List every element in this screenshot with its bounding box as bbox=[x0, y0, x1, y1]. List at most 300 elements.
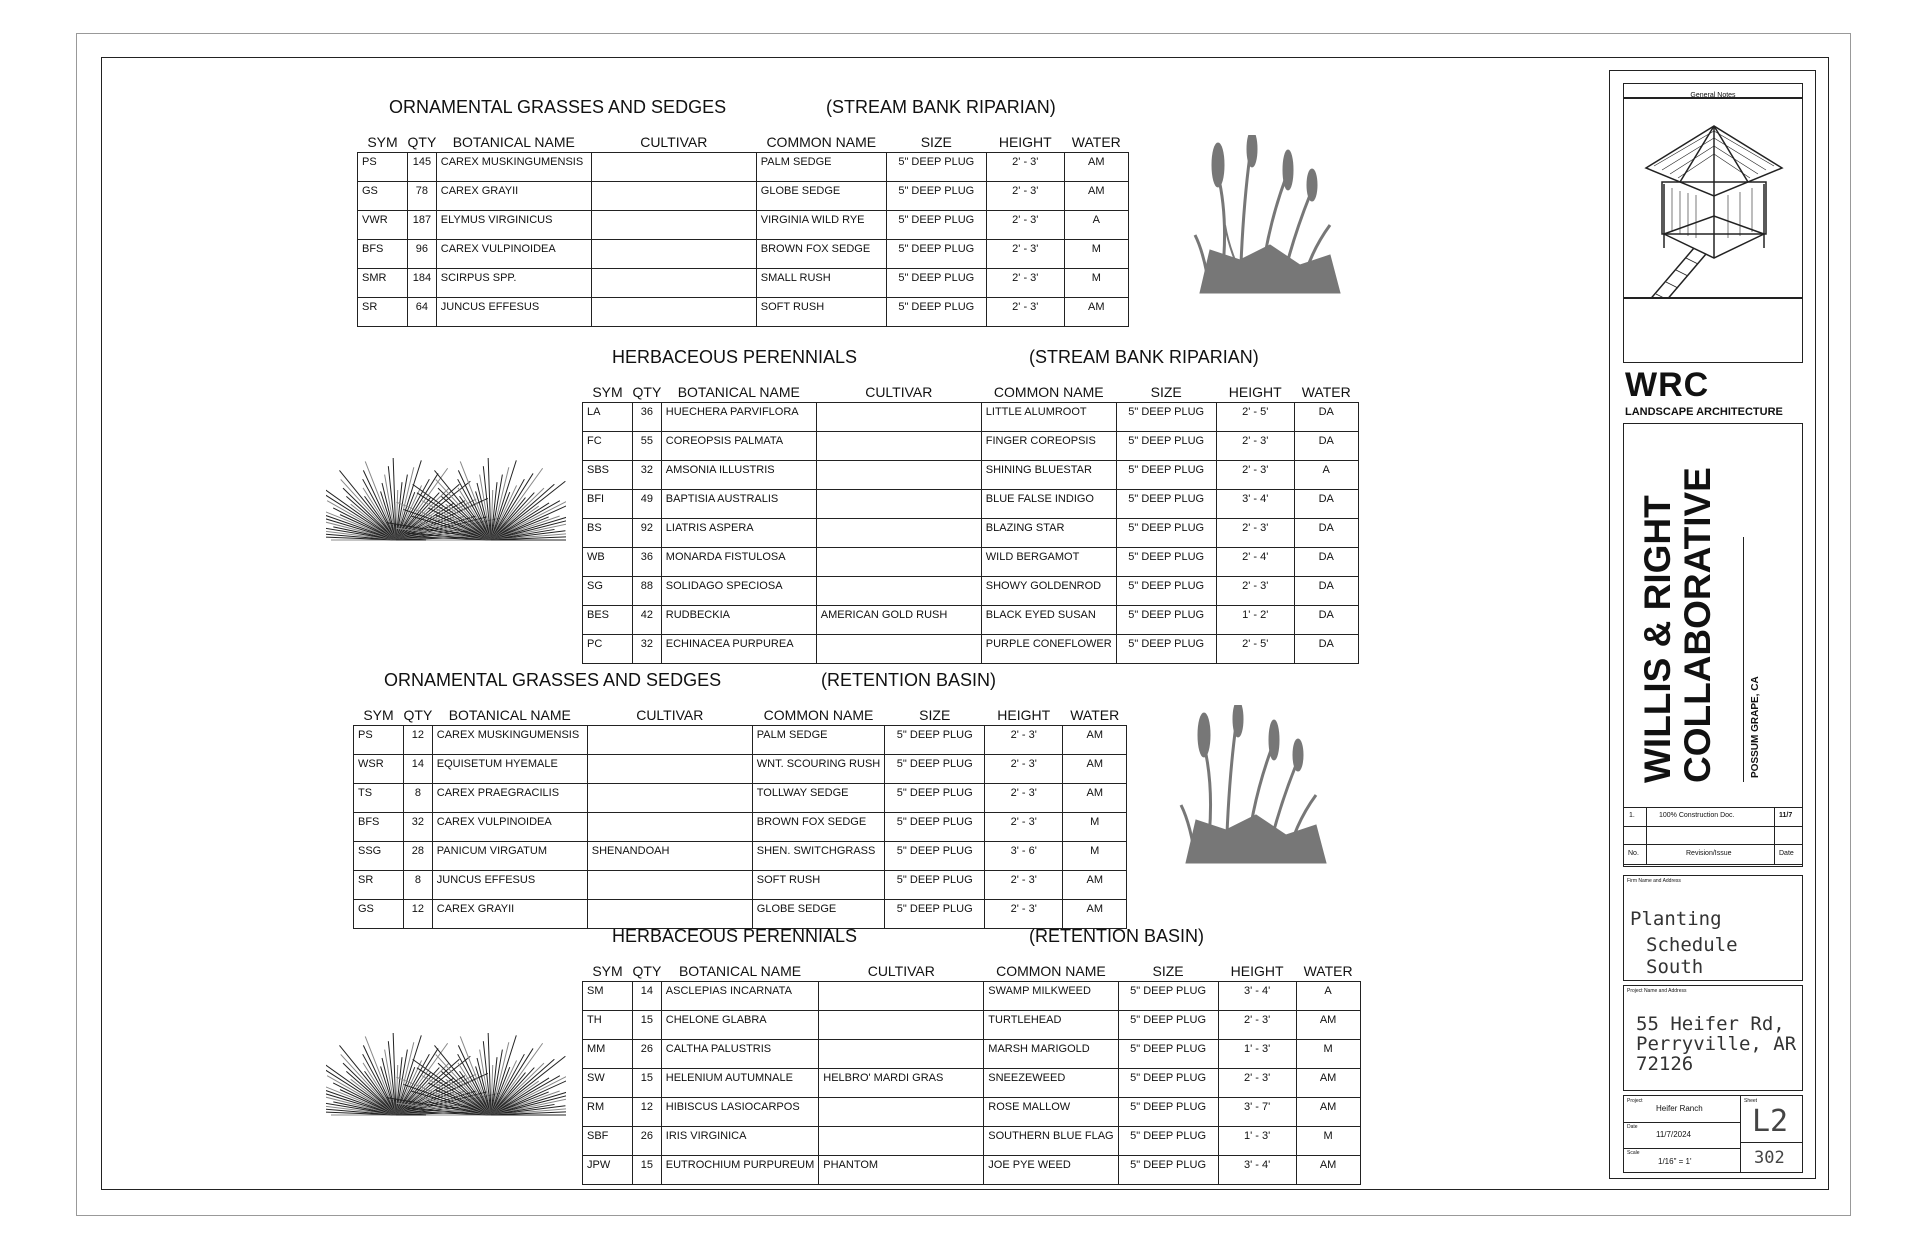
cell-cultivar bbox=[591, 269, 756, 298]
cell-sym: SM bbox=[583, 982, 633, 1011]
cell-water: AM bbox=[1063, 755, 1127, 784]
cell-botanical: CAREX VULPINOIDEA bbox=[436, 240, 591, 269]
cell-botanical: CHELONE GLABRA bbox=[661, 1011, 819, 1040]
cell-size: 5" DEEP PLUG bbox=[1118, 1040, 1218, 1069]
cell-common: GLOBE SEDGE bbox=[752, 900, 884, 929]
cell-common: BROWN FOX SEDGE bbox=[752, 813, 884, 842]
cell-botanical: EQUISETUM HYEMALE bbox=[432, 755, 587, 784]
cell-height: 2' - 3' bbox=[1216, 519, 1294, 548]
cell-qty: 92 bbox=[633, 519, 662, 548]
cell-qty: 32 bbox=[633, 461, 662, 490]
table-header-row bbox=[358, 134, 1129, 153]
sheet-info-box bbox=[1623, 1095, 1803, 1173]
cell-sym: BFS bbox=[354, 813, 404, 842]
table-row bbox=[583, 1156, 1361, 1185]
cell-botanical: CAREX GRAYII bbox=[436, 182, 591, 211]
cell-botanical: ELYMUS VIRGINICUS bbox=[436, 211, 591, 240]
cell-size: 5" DEEP PLUG bbox=[886, 211, 986, 240]
cell-cultivar bbox=[819, 1098, 984, 1127]
cell-cultivar bbox=[816, 490, 981, 519]
column-header-sym: SYM bbox=[363, 707, 394, 723]
table-row bbox=[583, 606, 1359, 635]
column-header-water: WATER bbox=[1303, 963, 1353, 979]
schedule-table-1 bbox=[357, 134, 1129, 327]
table-row bbox=[583, 1127, 1361, 1156]
cell-common: SMALL RUSH bbox=[756, 269, 886, 298]
cell-size: 5" DEEP PLUG bbox=[1118, 1011, 1218, 1040]
cell-qty: 8 bbox=[404, 871, 433, 900]
cell-sym: SG bbox=[583, 577, 633, 606]
cell-cultivar bbox=[591, 298, 756, 327]
cell-sym: PC bbox=[583, 635, 633, 664]
firm-name-label: Firm Name and Address bbox=[1627, 878, 1681, 884]
cell-height: 3' - 7' bbox=[1218, 1098, 1296, 1127]
table-header-row bbox=[583, 384, 1359, 403]
cell-height: 2' - 3' bbox=[986, 269, 1064, 298]
cell-height: 3' - 4' bbox=[1218, 982, 1296, 1011]
cell-common: MARSH MARIGOLD bbox=[984, 1040, 1118, 1069]
cell-botanical: IRIS VIRGINICA bbox=[661, 1127, 819, 1156]
cell-sym: RM bbox=[583, 1098, 633, 1127]
title-block bbox=[1609, 70, 1816, 1179]
cell-qty: 28 bbox=[404, 842, 433, 871]
table-row bbox=[354, 726, 1127, 755]
cell-cultivar bbox=[591, 211, 756, 240]
cell-cultivar: AMERICAN GOLD RUSH bbox=[816, 606, 981, 635]
project-address-box bbox=[1623, 985, 1803, 1091]
cell-water: M bbox=[1063, 842, 1127, 871]
table-row bbox=[583, 1098, 1361, 1127]
cell-water: DA bbox=[1294, 403, 1358, 432]
cell-common: JOE PYE WEED bbox=[984, 1156, 1118, 1185]
cell-cultivar bbox=[587, 726, 752, 755]
cell-size: 5" DEEP PLUG bbox=[885, 755, 985, 784]
cell-height: 2' - 3' bbox=[985, 813, 1063, 842]
cell-size: 5" DEEP PLUG bbox=[886, 182, 986, 211]
cell-qty: 15 bbox=[633, 1069, 662, 1098]
table-row bbox=[354, 900, 1127, 929]
cell-sym: PS bbox=[358, 153, 408, 182]
cell-sym: BFS bbox=[358, 240, 408, 269]
cell-botanical: SCIRPUS SPP. bbox=[436, 269, 591, 298]
cell-qty: 15 bbox=[633, 1011, 662, 1040]
cell-qty: 32 bbox=[633, 635, 662, 664]
cell-water: A bbox=[1296, 982, 1360, 1011]
cell-sym: SMR bbox=[358, 269, 408, 298]
table-row bbox=[583, 432, 1359, 461]
column-header-height: HEIGHT bbox=[997, 707, 1051, 723]
cell-cultivar bbox=[591, 182, 756, 211]
cell-cultivar bbox=[587, 900, 752, 929]
sheet-scale: 1/16" = 1' bbox=[1658, 1157, 1692, 1166]
cell-common: SWAMP MILKWEED bbox=[984, 982, 1118, 1011]
cell-cultivar bbox=[816, 461, 981, 490]
column-header-qty: QTY bbox=[403, 707, 433, 723]
cell-qty: 187 bbox=[408, 211, 437, 240]
cell-height: 2' - 4' bbox=[1216, 548, 1294, 577]
cell-water: AM bbox=[1063, 900, 1127, 929]
cell-water: AM bbox=[1296, 1156, 1360, 1185]
column-header-size: SIZE bbox=[1152, 963, 1184, 979]
rev-head-desc: Revision/Issue bbox=[1686, 850, 1732, 857]
cell-qty: 12 bbox=[404, 900, 433, 929]
cell-cultivar: HELBRO' MARDI GRAS bbox=[819, 1069, 984, 1098]
cell-qty: 88 bbox=[633, 577, 662, 606]
cell-qty: 42 bbox=[633, 606, 662, 635]
cell-cultivar bbox=[819, 1040, 984, 1069]
cell-common: SOFT RUSH bbox=[756, 298, 886, 327]
table-row bbox=[583, 1040, 1361, 1069]
cell-water: AM bbox=[1296, 1069, 1360, 1098]
table-row bbox=[583, 982, 1361, 1011]
cell-water: M bbox=[1064, 240, 1128, 269]
project-name: Heifer Ranch bbox=[1656, 1104, 1703, 1113]
cell-sym: VWR bbox=[358, 211, 408, 240]
cell-sym: SW bbox=[583, 1069, 633, 1098]
cell-qty: 26 bbox=[633, 1040, 662, 1069]
section-2-subtitle: (STREAM BANK RIPARIAN) bbox=[1029, 347, 1259, 367]
section-4-subtitle: (RETENTION BASIN) bbox=[1029, 926, 1205, 946]
date-label: Date bbox=[1627, 1124, 1638, 1130]
schedule-table-3 bbox=[353, 707, 1127, 929]
cell-water: DA bbox=[1294, 432, 1358, 461]
column-header-botanical: BOTANICAL NAME bbox=[448, 707, 571, 723]
cell-size: 5" DEEP PLUG bbox=[885, 813, 985, 842]
cell-water: AM bbox=[1063, 784, 1127, 813]
cell-size: 5" DEEP PLUG bbox=[1116, 577, 1216, 606]
cell-water: AM bbox=[1063, 871, 1127, 900]
cell-cultivar bbox=[587, 871, 752, 900]
cell-size: 5" DEEP PLUG bbox=[885, 784, 985, 813]
cell-botanical: HIBISCUS LASIOCARPOS bbox=[661, 1098, 819, 1127]
cell-common: SNEEZEWEED bbox=[984, 1069, 1118, 1098]
cell-water: DA bbox=[1294, 606, 1358, 635]
cell-water: DA bbox=[1294, 548, 1358, 577]
section-2-title: HERBACEOUS PERENNIALS bbox=[612, 347, 858, 367]
cell-common: SHEN. SWITCHGRASS bbox=[752, 842, 884, 871]
shrub-burst-icon-2 bbox=[326, 1030, 566, 1120]
schedule-table-2 bbox=[582, 384, 1359, 664]
gazebo-illustration-box bbox=[1623, 97, 1803, 299]
cell-botanical: BAPTISIA AUSTRALIS bbox=[661, 490, 816, 519]
cell-size: 5" DEEP PLUG bbox=[1116, 403, 1216, 432]
column-header-water: WATER bbox=[1070, 707, 1120, 723]
grass-plant-icon-2 bbox=[1176, 705, 1336, 865]
cell-size: 5" DEEP PLUG bbox=[885, 726, 985, 755]
firm-tagline: LANDSCAPE ARCHITECTURE bbox=[1625, 406, 1783, 418]
cell-size: 5" DEEP PLUG bbox=[1116, 519, 1216, 548]
cell-botanical: JUNCUS EFFESUS bbox=[432, 871, 587, 900]
table-row bbox=[358, 153, 1129, 182]
section-1-title: ORNAMENTAL GRASSES AND SEDGES bbox=[389, 97, 727, 117]
cell-qty: 36 bbox=[633, 403, 662, 432]
column-header-size: SIZE bbox=[1150, 384, 1182, 400]
section-4-title: HERBACEOUS PERENNIALS bbox=[612, 926, 858, 946]
cell-size: 5" DEEP PLUG bbox=[1118, 1156, 1218, 1185]
cell-common: BLUE FALSE INDIGO bbox=[981, 490, 1116, 519]
sheet-subnumber: 302 bbox=[1754, 1148, 1785, 1168]
cell-common: WNT. SCOURING RUSH bbox=[752, 755, 884, 784]
cell-sym: GS bbox=[354, 900, 404, 929]
cell-height: 1' - 3' bbox=[1218, 1040, 1296, 1069]
cell-sym: BFI bbox=[583, 490, 633, 519]
cell-qty: 14 bbox=[633, 982, 662, 1011]
table-row bbox=[358, 211, 1129, 240]
cell-common: PALM SEDGE bbox=[756, 153, 886, 182]
rev-head-no: No. bbox=[1628, 850, 1639, 857]
table-header-row bbox=[583, 963, 1361, 982]
cell-cultivar bbox=[587, 813, 752, 842]
cell-size: 5" DEEP PLUG bbox=[1116, 635, 1216, 664]
column-header-common: COMMON NAME bbox=[996, 963, 1106, 979]
cell-height: 2' - 3' bbox=[986, 153, 1064, 182]
cell-size: 5" DEEP PLUG bbox=[1118, 982, 1218, 1011]
cell-height: 3' - 4' bbox=[1218, 1156, 1296, 1185]
drawing-title-line2: Schedule South bbox=[1646, 934, 1738, 978]
table-row bbox=[583, 577, 1359, 606]
grass-plant-icon bbox=[1190, 135, 1350, 295]
cell-size: 5" DEEP PLUG bbox=[1118, 1069, 1218, 1098]
cell-water: DA bbox=[1294, 577, 1358, 606]
cell-cultivar bbox=[587, 784, 752, 813]
cell-height: 2' - 3' bbox=[985, 755, 1063, 784]
cell-sym: BS bbox=[583, 519, 633, 548]
cell-sym: SR bbox=[354, 871, 404, 900]
cell-sym: WB bbox=[583, 548, 633, 577]
column-header-sym: SYM bbox=[592, 384, 623, 400]
drawing-title-line1: Planting bbox=[1630, 908, 1722, 930]
column-header-sym: SYM bbox=[367, 134, 398, 150]
project-label: Project Name and Address bbox=[1627, 988, 1687, 994]
address-line1: 55 Heifer Rd, bbox=[1636, 1013, 1785, 1035]
cell-common: TURTLEHEAD bbox=[984, 1011, 1118, 1040]
cell-cultivar bbox=[816, 403, 981, 432]
cell-height: 2' - 3' bbox=[1218, 1069, 1296, 1098]
cell-botanical: PANICUM VIRGATUM bbox=[432, 842, 587, 871]
cell-botanical: CAREX GRAYII bbox=[432, 900, 587, 929]
cell-qty: 36 bbox=[633, 548, 662, 577]
cell-qty: 145 bbox=[408, 153, 437, 182]
cell-cultivar: SHENANDOAH bbox=[587, 842, 752, 871]
cell-qty: 12 bbox=[404, 726, 433, 755]
address-line2: Perryville, AR bbox=[1636, 1033, 1797, 1055]
cell-water: A bbox=[1294, 461, 1358, 490]
table-row bbox=[358, 298, 1129, 327]
cell-size: 5" DEEP PLUG bbox=[886, 269, 986, 298]
cell-height: 2' - 3' bbox=[985, 784, 1063, 813]
gazebo-icon bbox=[1624, 98, 1802, 298]
cell-height: 3' - 6' bbox=[985, 842, 1063, 871]
general-notes-label: General Notes bbox=[1690, 92, 1736, 99]
cell-size: 5" DEEP PLUG bbox=[886, 153, 986, 182]
cell-size: 5" DEEP PLUG bbox=[886, 240, 986, 269]
cell-botanical: HUECHERA PARVIFLORA bbox=[661, 403, 816, 432]
cell-water: AM bbox=[1064, 153, 1128, 182]
cell-water: DA bbox=[1294, 635, 1358, 664]
cell-cultivar: PHANTOM bbox=[819, 1156, 984, 1185]
rev-desc: 100% Construction Doc. bbox=[1659, 812, 1735, 819]
column-header-height: HEIGHT bbox=[998, 134, 1052, 150]
proj-label: Project bbox=[1627, 1098, 1643, 1104]
cell-height: 2' - 3' bbox=[985, 900, 1063, 929]
cell-common: PALM SEDGE bbox=[752, 726, 884, 755]
table-row bbox=[358, 182, 1129, 211]
sheet-date: 11/7/2024 bbox=[1656, 1130, 1691, 1139]
cell-botanical: MONARDA FISTULOSA bbox=[661, 548, 816, 577]
cell-sym: SBS bbox=[583, 461, 633, 490]
section-3-title: ORNAMENTAL GRASSES AND SEDGES bbox=[384, 670, 722, 690]
table-row bbox=[583, 490, 1359, 519]
cell-common: VIRGINIA WILD RYE bbox=[756, 211, 886, 240]
column-header-common: COMMON NAME bbox=[993, 384, 1104, 400]
table-row bbox=[358, 269, 1129, 298]
table-row bbox=[354, 755, 1127, 784]
column-header-botanical: BOTANICAL NAME bbox=[678, 963, 802, 979]
cell-botanical: AMSONIA ILLUSTRIS bbox=[661, 461, 816, 490]
cell-water: AM bbox=[1064, 182, 1128, 211]
cell-size: 5" DEEP PLUG bbox=[885, 871, 985, 900]
cell-cultivar bbox=[819, 1127, 984, 1156]
cell-height: 2' - 3' bbox=[1216, 461, 1294, 490]
firm-name-line1: WILLIS & RIGHT bbox=[1637, 495, 1678, 783]
column-header-height: HEIGHT bbox=[1228, 384, 1282, 400]
cell-qty: 15 bbox=[633, 1156, 662, 1185]
table-row bbox=[354, 842, 1127, 871]
cell-botanical: EUTROCHIUM PURPUREUM bbox=[661, 1156, 819, 1185]
column-header-qty: QTY bbox=[407, 134, 437, 150]
cell-water: M bbox=[1296, 1040, 1360, 1069]
cell-cultivar bbox=[591, 240, 756, 269]
cell-cultivar bbox=[816, 548, 981, 577]
cell-size: 5" DEEP PLUG bbox=[1118, 1098, 1218, 1127]
cell-water: M bbox=[1296, 1127, 1360, 1156]
cell-qty: 14 bbox=[404, 755, 433, 784]
table-row bbox=[354, 784, 1127, 813]
table-row bbox=[354, 871, 1127, 900]
cell-botanical: CAREX VULPINOIDEA bbox=[432, 813, 587, 842]
sheet-label: Sheet bbox=[1744, 1098, 1758, 1104]
cell-size: 5" DEEP PLUG bbox=[1118, 1127, 1218, 1156]
table-row bbox=[358, 240, 1129, 269]
cell-size: 5" DEEP PLUG bbox=[1116, 432, 1216, 461]
cell-cultivar bbox=[819, 982, 984, 1011]
column-header-botanical: BOTANICAL NAME bbox=[677, 384, 800, 400]
cell-qty: 12 bbox=[633, 1098, 662, 1127]
cell-water: M bbox=[1063, 813, 1127, 842]
address-line3: 72126 bbox=[1636, 1053, 1694, 1075]
cell-common: PURPLE CONEFLOWER bbox=[981, 635, 1116, 664]
table-row bbox=[583, 519, 1359, 548]
firm-name-line2: COLLABORATIVE bbox=[1677, 467, 1718, 783]
column-header-qty: QTY bbox=[632, 384, 662, 400]
table-row bbox=[354, 813, 1127, 842]
rev-head-date: Date bbox=[1779, 850, 1794, 857]
cell-height: 1' - 3' bbox=[1218, 1127, 1296, 1156]
table-row bbox=[583, 1011, 1361, 1040]
column-header-cultivar: CULTIVAR bbox=[636, 707, 704, 723]
cell-sym: WSR bbox=[354, 755, 404, 784]
column-header-sym: SYM bbox=[592, 963, 623, 979]
cell-sym: SSG bbox=[354, 842, 404, 871]
cell-common: FINGER COREOPSIS bbox=[981, 432, 1116, 461]
sheet-number: L2 bbox=[1752, 1104, 1789, 1139]
cell-botanical: ASCLEPIAS INCARNATA bbox=[661, 982, 819, 1011]
cell-size: 5" DEEP PLUG bbox=[886, 298, 986, 327]
cell-sym: MM bbox=[583, 1040, 633, 1069]
cell-sym: SR bbox=[358, 298, 408, 327]
cell-sym: LA bbox=[583, 403, 633, 432]
cell-water: AM bbox=[1296, 1011, 1360, 1040]
cell-height: 3' - 4' bbox=[1216, 490, 1294, 519]
column-header-cultivar: CULTIVAR bbox=[865, 384, 933, 400]
table-row bbox=[583, 548, 1359, 577]
schedule-table-4 bbox=[582, 963, 1361, 1185]
cell-water: AM bbox=[1063, 726, 1127, 755]
cell-qty: 55 bbox=[633, 432, 662, 461]
cell-size: 5" DEEP PLUG bbox=[1116, 548, 1216, 577]
cell-botanical: ECHINACEA PURPUREA bbox=[661, 635, 816, 664]
cell-qty: 78 bbox=[408, 182, 437, 211]
cell-size: 5" DEEP PLUG bbox=[1116, 461, 1216, 490]
section-1-subtitle: (STREAM BANK RIPARIAN) bbox=[826, 97, 1056, 117]
rev-no: 1. bbox=[1629, 812, 1635, 819]
cell-common: BROWN FOX SEDGE bbox=[756, 240, 886, 269]
cell-common: BLACK EYED SUSAN bbox=[981, 606, 1116, 635]
cell-water: AM bbox=[1064, 298, 1128, 327]
cell-sym: GS bbox=[358, 182, 408, 211]
cell-size: 5" DEEP PLUG bbox=[885, 842, 985, 871]
cell-common: SHINING BLUESTAR bbox=[981, 461, 1116, 490]
cell-qty: 64 bbox=[408, 298, 437, 327]
cell-common: ROSE MALLOW bbox=[984, 1098, 1118, 1127]
column-header-common: COMMON NAME bbox=[766, 134, 877, 150]
cell-common: TOLLWAY SEDGE bbox=[752, 784, 884, 813]
column-header-qty: QTY bbox=[632, 963, 662, 979]
cell-height: 2' - 3' bbox=[985, 871, 1063, 900]
cell-cultivar bbox=[816, 635, 981, 664]
cell-cultivar bbox=[816, 577, 981, 606]
cell-cultivar bbox=[816, 432, 981, 461]
column-header-water: WATER bbox=[1301, 384, 1351, 400]
cell-sym: PS bbox=[354, 726, 404, 755]
scale-label: Scale bbox=[1627, 1150, 1640, 1156]
firm-name-vertical bbox=[1638, 467, 1718, 783]
cell-water: DA bbox=[1294, 490, 1358, 519]
cell-botanical: LIATRIS ASPERA bbox=[661, 519, 816, 548]
cell-botanical: CAREX MUSKINGUMENSIS bbox=[432, 726, 587, 755]
cell-common: BLAZING STAR bbox=[981, 519, 1116, 548]
cell-size: 5" DEEP PLUG bbox=[1116, 606, 1216, 635]
column-header-common: COMMON NAME bbox=[763, 707, 874, 723]
cell-qty: 26 bbox=[633, 1127, 662, 1156]
cell-botanical: RUDBECKIA bbox=[661, 606, 816, 635]
column-header-size: SIZE bbox=[919, 707, 951, 723]
cell-size: 5" DEEP PLUG bbox=[885, 900, 985, 929]
cell-botanical: HELENIUM AUTUMNALE bbox=[661, 1069, 819, 1098]
cell-height: 1' - 2' bbox=[1216, 606, 1294, 635]
cell-qty: 96 bbox=[408, 240, 437, 269]
firm-location: POSSUM GRAPE, CA bbox=[1750, 676, 1761, 778]
rev-date: 11/7 bbox=[1779, 812, 1793, 819]
cell-botanical: CAREX MUSKINGUMENSIS bbox=[436, 153, 591, 182]
cell-height: 2' - 5' bbox=[1216, 403, 1294, 432]
cell-common: WILD BERGAMOT bbox=[981, 548, 1116, 577]
section-3-subtitle: (RETENTION BASIN) bbox=[821, 670, 997, 690]
table-row bbox=[583, 461, 1359, 490]
cell-botanical: CAREX PRAEGRACILIS bbox=[432, 784, 587, 813]
cell-cultivar bbox=[587, 755, 752, 784]
table-header-row bbox=[354, 707, 1127, 726]
